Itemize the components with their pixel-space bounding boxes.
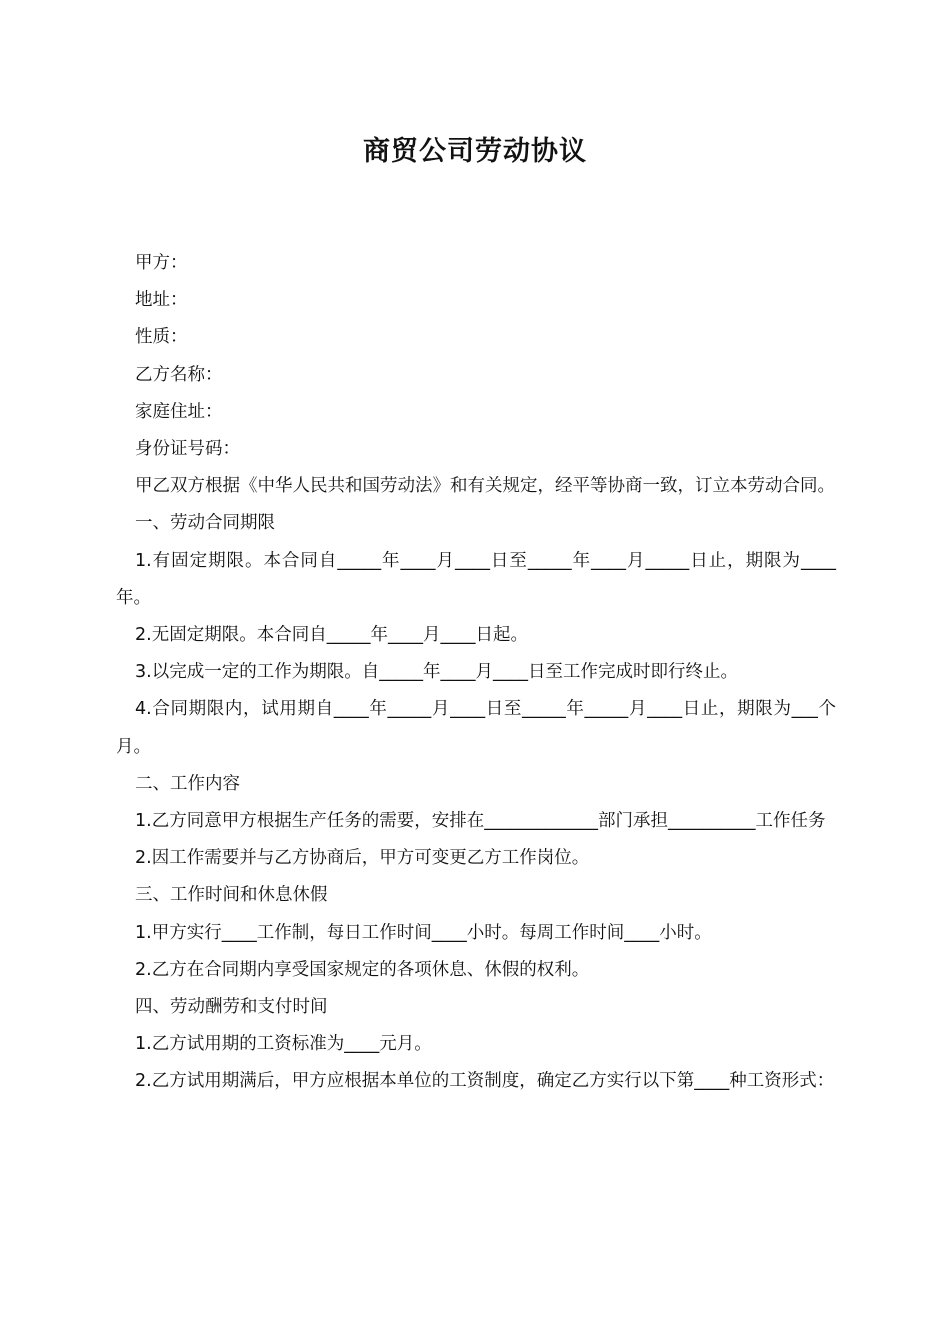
clause-1-1: 1.有固定期限。本合同自_____年____月____日至_____年____月_____日止，期限为____年。 — [116, 550, 836, 608]
home-address-line: 家庭住址： — [135, 401, 223, 422]
clause-3-1: 1.甲方实行____工作制，每日工作时间____小时。每周工作时间____小时。 — [135, 922, 712, 943]
section-heading-3: 三、工作时间和休息休假 — [135, 885, 328, 906]
nature-line: 性质： — [135, 327, 188, 348]
clause-1-2: 2.无固定期限。本合同自_____年____月____日起。 — [135, 625, 528, 646]
id-number-line: 身份证号码： — [135, 439, 240, 460]
section-heading-2: 二、工作内容 — [135, 773, 240, 794]
party-a-line: 甲方： — [135, 253, 188, 273]
address-line: 地址： — [135, 290, 188, 311]
section-heading-1: 一、劳动合同期限 — [135, 513, 275, 534]
section-heading-4: 四、劳动酬劳和支付时间 — [135, 997, 328, 1018]
clause-2-2: 2.因工作需要并与乙方协商后，甲方可变更乙方工作岗位。 — [135, 848, 590, 869]
clause-4-1: 1.乙方试用期的工资标准为____元月。 — [135, 1034, 432, 1055]
clause-4-2: 2.乙方试用期满后，甲方应根据本单位的工资制度，确定乙方实行以下第____种工资形式： — [135, 1071, 835, 1092]
document-title: 商贸公司劳动协议 — [363, 136, 587, 167]
clause-3-2: 2.乙方在合同期内享受国家规定的各项休息、休假的权利。 — [135, 959, 590, 980]
clause-2-1: 1.乙方同意甲方根据生产任务的需要，安排在_____________部门承担__________工作任务 — [135, 811, 826, 832]
clause-1-3: 3.以完成一定的工作为期限。自_____年____月____日至工作完成时即行终止。 — [135, 662, 738, 683]
preamble-paragraph: 甲乙双方根据《中华人民共和国劳动法》和有关规定，经平等协商一致，订立本劳动合同。 — [135, 476, 835, 497]
clause-1-4: 4.合同期限内，试用期自____年_____月____日至_____年_____月____日止，期限为___个月。 — [116, 699, 836, 757]
party-b-name-line: 乙方名称： — [135, 364, 223, 385]
document-body — [116, 245, 836, 1101]
